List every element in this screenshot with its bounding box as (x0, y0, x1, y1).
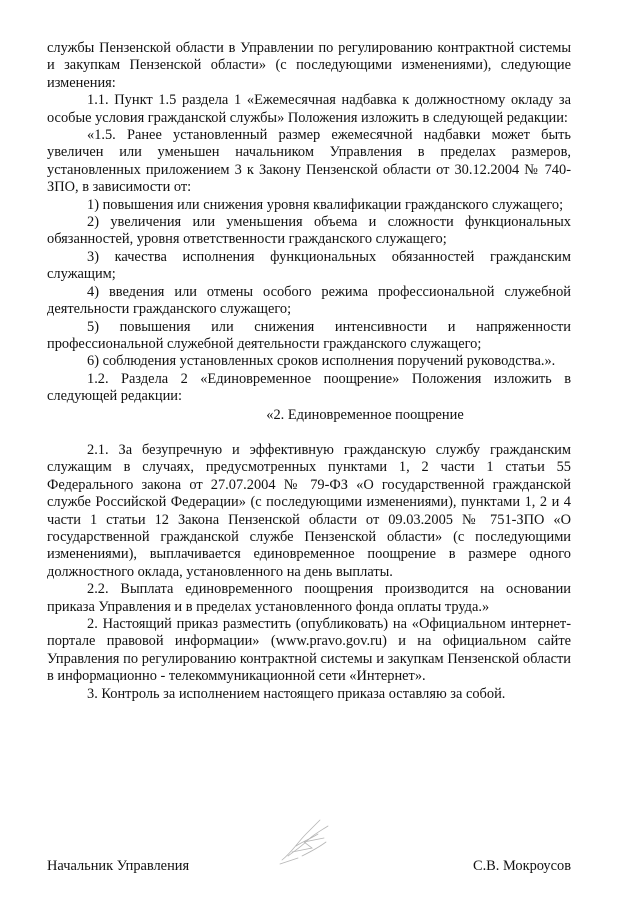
signatory-name: С.В. Мокроусов (472, 858, 571, 874)
handwritten-signature (262, 812, 352, 867)
list-item-4: 4) введения или отмены особого режима профессиональной служебной деятельности гражданского служащего; (47, 283, 571, 318)
paragraph-1-2: 1.2. Раздела 2 «Единовременное поощрение» Положения изложить в следующей редакции: (47, 370, 571, 405)
list-item-5: 5) повышения или снижения интенсивности и напряженности профессиональной служебной деятельности гражданского служащего; (47, 318, 571, 352)
section-heading: «2. Единовременное поощрение (266, 406, 464, 423)
list-item-6: 6) соблюдения установленных сроков исполнения поручений руководства.». (87, 353, 556, 370)
paragraph-control: 3. Контроль за исполнением настоящего приказа оставляю за собой. (87, 685, 506, 702)
paragraph-2-2: 2.2. Выплата единовременного поощрения производится на основании приказа Управления и в пределах установленного фонда оплаты труда.» (47, 581, 571, 615)
paragraph-2-1: 2.1. За безупречную и эффективную гражданскую службу гражданским служащим в случаях, предусмотренных пунктами 1, 2 части 1 статьи 55 Федерального закона от 27.07.2004 № 79-ФЗ «О государственной гражданской службе Российской Федерации» (с последующими изменениями), пунктами 1, 2 и 4 части 1 статьи 12 Закона Пензенской области от 09.03.2005 № 751-ЗПО «О государственной гражданской службе Пензенской области» (с последующими изменениями), выплачивается единовременное поощрение в размере одного должностного оклада, установленного на день выплаты. (47, 441, 571, 580)
paragraph-publish: 2. Настоящий приказ разместить (опубликовать) на «Официальном интернет-портале правовой информации» (www.pravo.gov.ru) и на официальном сайте Управления по регулированию контрактной системы и закупкам Пензенской области в информационно - телекоммуникационной сети «Интернет». (47, 616, 571, 685)
paragraph-1-1: 1.1. Пункт 1.5 раздела 1 «Ежемесячная надбавка к должностному окладу за особые условия гражданской службы» Положения изложить в следующей редакции: (47, 92, 571, 126)
paragraph-intro: службы Пензенской области в Управлении по регулированию контрактной системы и закупкам Пензенской области» (с последующими изменениями), следующие изменения: (47, 40, 571, 91)
paragraph-1-5: «1.5. Ранее установленный размер ежемесячной надбавки может быть увеличен или уменьшен начальником Управления в пределах размеров, установленных приложением 3 к Закону Пензенской области от 30.12.2004 № 740-ЗПО, в зависимости от: (47, 127, 571, 196)
list-item-2: 2) увеличения или уменьшения объема и сложности функциональных обязанностей, уровня ответственности гражданского служащего; (47, 214, 571, 248)
document-body (47, 40, 571, 703)
list-item-1: 1) повышения или снижения уровня квалификации гражданского служащего; (87, 196, 564, 213)
signatory-position: Начальник Управления (47, 858, 190, 874)
list-item-3: 3) качества исполнения функциональных обязанностей гражданским служащим; (47, 248, 571, 283)
